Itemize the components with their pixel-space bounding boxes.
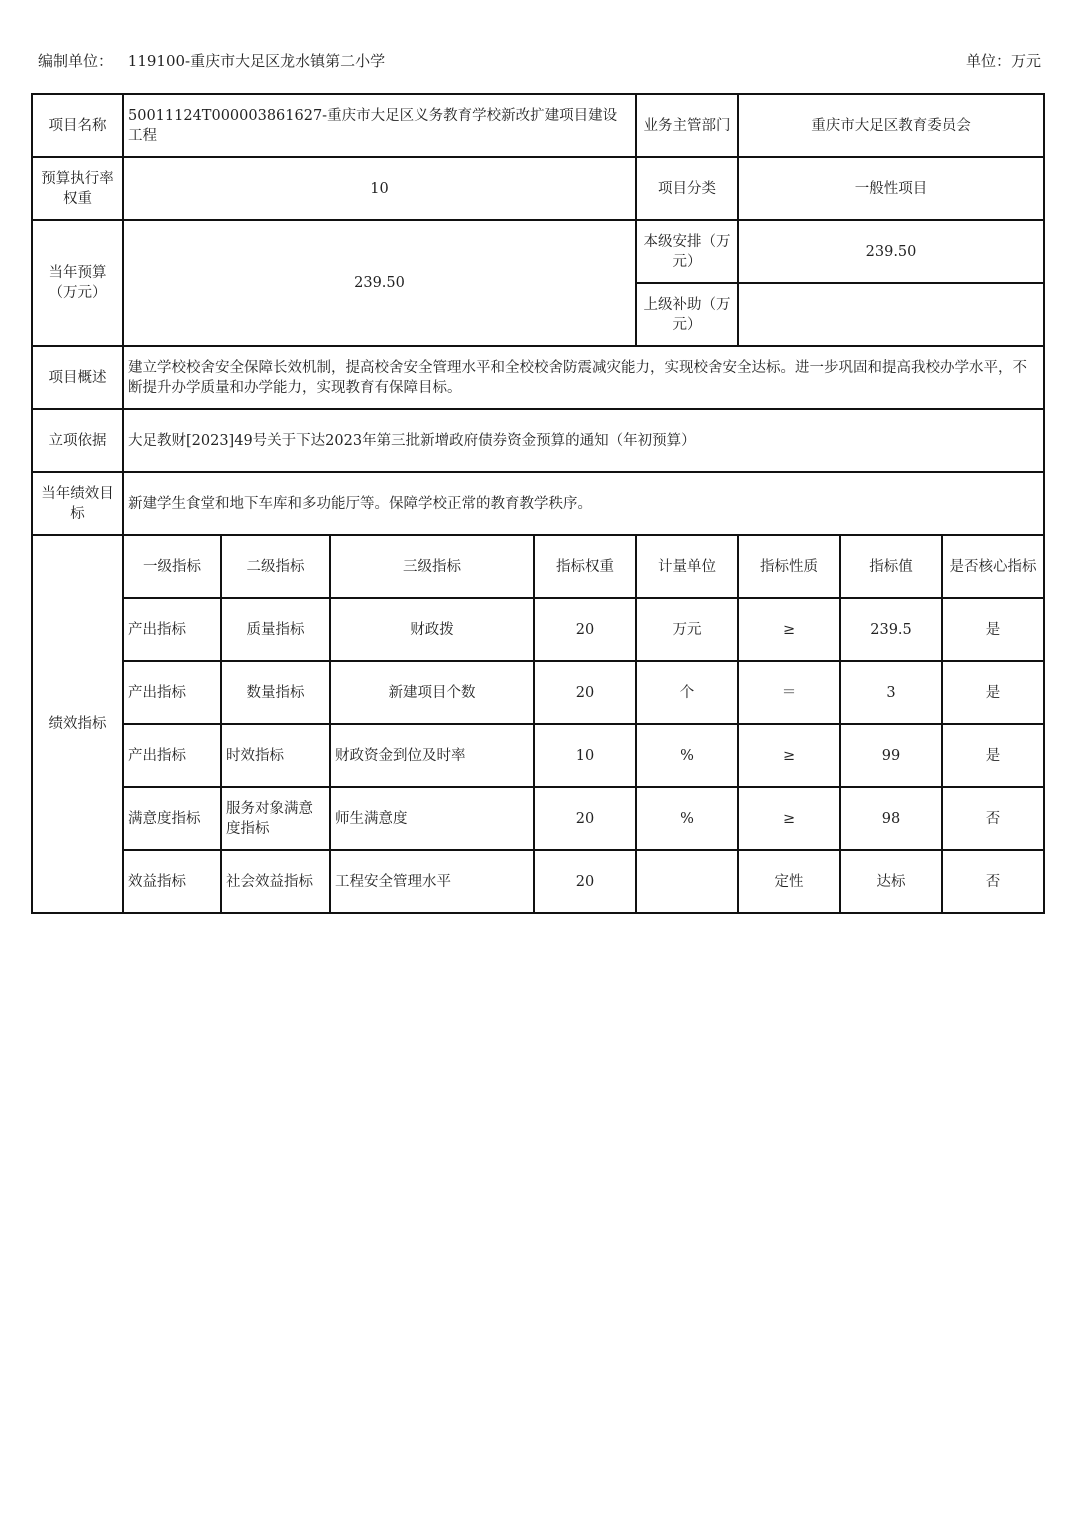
indicator-level3: 新建项目个数: [330, 661, 534, 724]
indicator-row: [32, 850, 1044, 913]
indicator-header: 是否核心指标: [942, 535, 1044, 598]
indicator-weight: 20: [534, 661, 636, 724]
indicator-weight: 10: [534, 724, 636, 787]
indicator-nature: 定性: [738, 850, 840, 913]
goal-label: 当年绩效目标: [32, 472, 123, 535]
header-unit-label: 编制单位：: [38, 52, 114, 70]
header-unit: [38, 50, 385, 71]
indicator-header: 计量单位: [636, 535, 738, 598]
indicator-value: 3: [840, 661, 942, 724]
indicator-level2: 服务对象满意度指标: [221, 787, 330, 850]
indicator-value: 达标: [840, 850, 942, 913]
indicator-row: [32, 598, 1044, 661]
indicator-unit: [636, 850, 738, 913]
indicator-weight: 20: [534, 787, 636, 850]
indicator-core: 是: [942, 598, 1044, 661]
project-name-value: 50011124T000003861627-重庆市大足区义务教育学校新改扩建项目建设工程: [123, 94, 636, 157]
indicator-level1: 产出指标: [123, 598, 221, 661]
header-currency: 单位：万元: [965, 52, 1041, 70]
indicator-nature: ≥: [738, 724, 840, 787]
indicator-level2: 社会效益指标: [221, 850, 330, 913]
goal-value: 新建学生食堂和地下车库和多功能厅等。保障学校正常的教育教学秩序。: [123, 472, 1044, 535]
indicator-unit: %: [636, 787, 738, 850]
dept-label: 业务主管部门: [636, 94, 738, 157]
indicator-row: [32, 724, 1044, 787]
weight-label: 预算执行率权重: [32, 157, 123, 220]
indicator-level3: 师生满意度: [330, 787, 534, 850]
indicator-unit: 万元: [636, 598, 738, 661]
indicator-value: 239.5: [840, 598, 942, 661]
indicator-header: 三级指标: [330, 535, 534, 598]
weight-value: 10: [123, 157, 636, 220]
local-value: 239.50: [738, 220, 1044, 283]
indicator-level2: 质量指标: [221, 598, 330, 661]
indicator-core: 是: [942, 724, 1044, 787]
indicator-level2: 时效指标: [221, 724, 330, 787]
indicator-header: 指标值: [840, 535, 942, 598]
indicator-level3: 财政拨: [330, 598, 534, 661]
indicator-header: 一级指标: [123, 535, 221, 598]
indicators-section-label: 绩效指标: [32, 535, 123, 913]
dept-value: 重庆市大足区教育委员会: [738, 94, 1044, 157]
indicator-level1: 产出指标: [123, 724, 221, 787]
basis-label: 立项依据: [32, 409, 123, 472]
indicator-row: [32, 661, 1044, 724]
indicator-weight: 20: [534, 850, 636, 913]
indicator-core: 是: [942, 661, 1044, 724]
category-value: 一般性项目: [738, 157, 1044, 220]
subsidy-value: [738, 283, 1044, 346]
project-name-label: 项目名称: [32, 94, 123, 157]
header-unit-value: 119100-重庆市大足区龙水镇第二小学: [127, 52, 386, 70]
indicator-unit: %: [636, 724, 738, 787]
indicator-value: 99: [840, 724, 942, 787]
indicator-level1: 产出指标: [123, 661, 221, 724]
overview-label: 项目概述: [32, 346, 123, 409]
budget-value: 239.50: [123, 220, 636, 346]
indicator-level3: 财政资金到位及时率: [330, 724, 534, 787]
overview-value: 建立学校校舍安全保障长效机制，提高校舍安全管理水平和全校校舍防震减灾能力，实现校舍安全达标。进一步巩固和提高我校办学水平，不断提升办学质量和办学能力，实现教育有保障目标。: [123, 346, 1044, 409]
project-performance-table: [31, 93, 1045, 914]
indicator-nature: ＝: [738, 661, 840, 724]
subsidy-label: 上级补助（万元）: [636, 283, 738, 346]
indicator-header: 指标权重: [534, 535, 636, 598]
basis-value: 大足教财[2023]49号关于下达2023年第三批新增政府债券资金预算的通知（年初预算）: [123, 409, 1044, 472]
indicator-level2: 数量指标: [221, 661, 330, 724]
indicator-level3: 工程安全管理水平: [330, 850, 534, 913]
indicator-level1: 满意度指标: [123, 787, 221, 850]
indicator-value: 98: [840, 787, 942, 850]
indicator-header: 指标性质: [738, 535, 840, 598]
indicator-nature: ≥: [738, 787, 840, 850]
local-label: 本级安排（万元）: [636, 220, 738, 283]
indicator-core: 否: [942, 850, 1044, 913]
indicator-row: [32, 787, 1044, 850]
indicator-weight: 20: [534, 598, 636, 661]
indicator-nature: ≥: [738, 598, 840, 661]
indicator-level1: 效益指标: [123, 850, 221, 913]
budget-label: 当年预算（万元）: [32, 220, 123, 346]
category-label: 项目分类: [636, 157, 738, 220]
indicator-core: 否: [942, 787, 1044, 850]
indicator-header: 二级指标: [221, 535, 330, 598]
indicator-unit: 个: [636, 661, 738, 724]
